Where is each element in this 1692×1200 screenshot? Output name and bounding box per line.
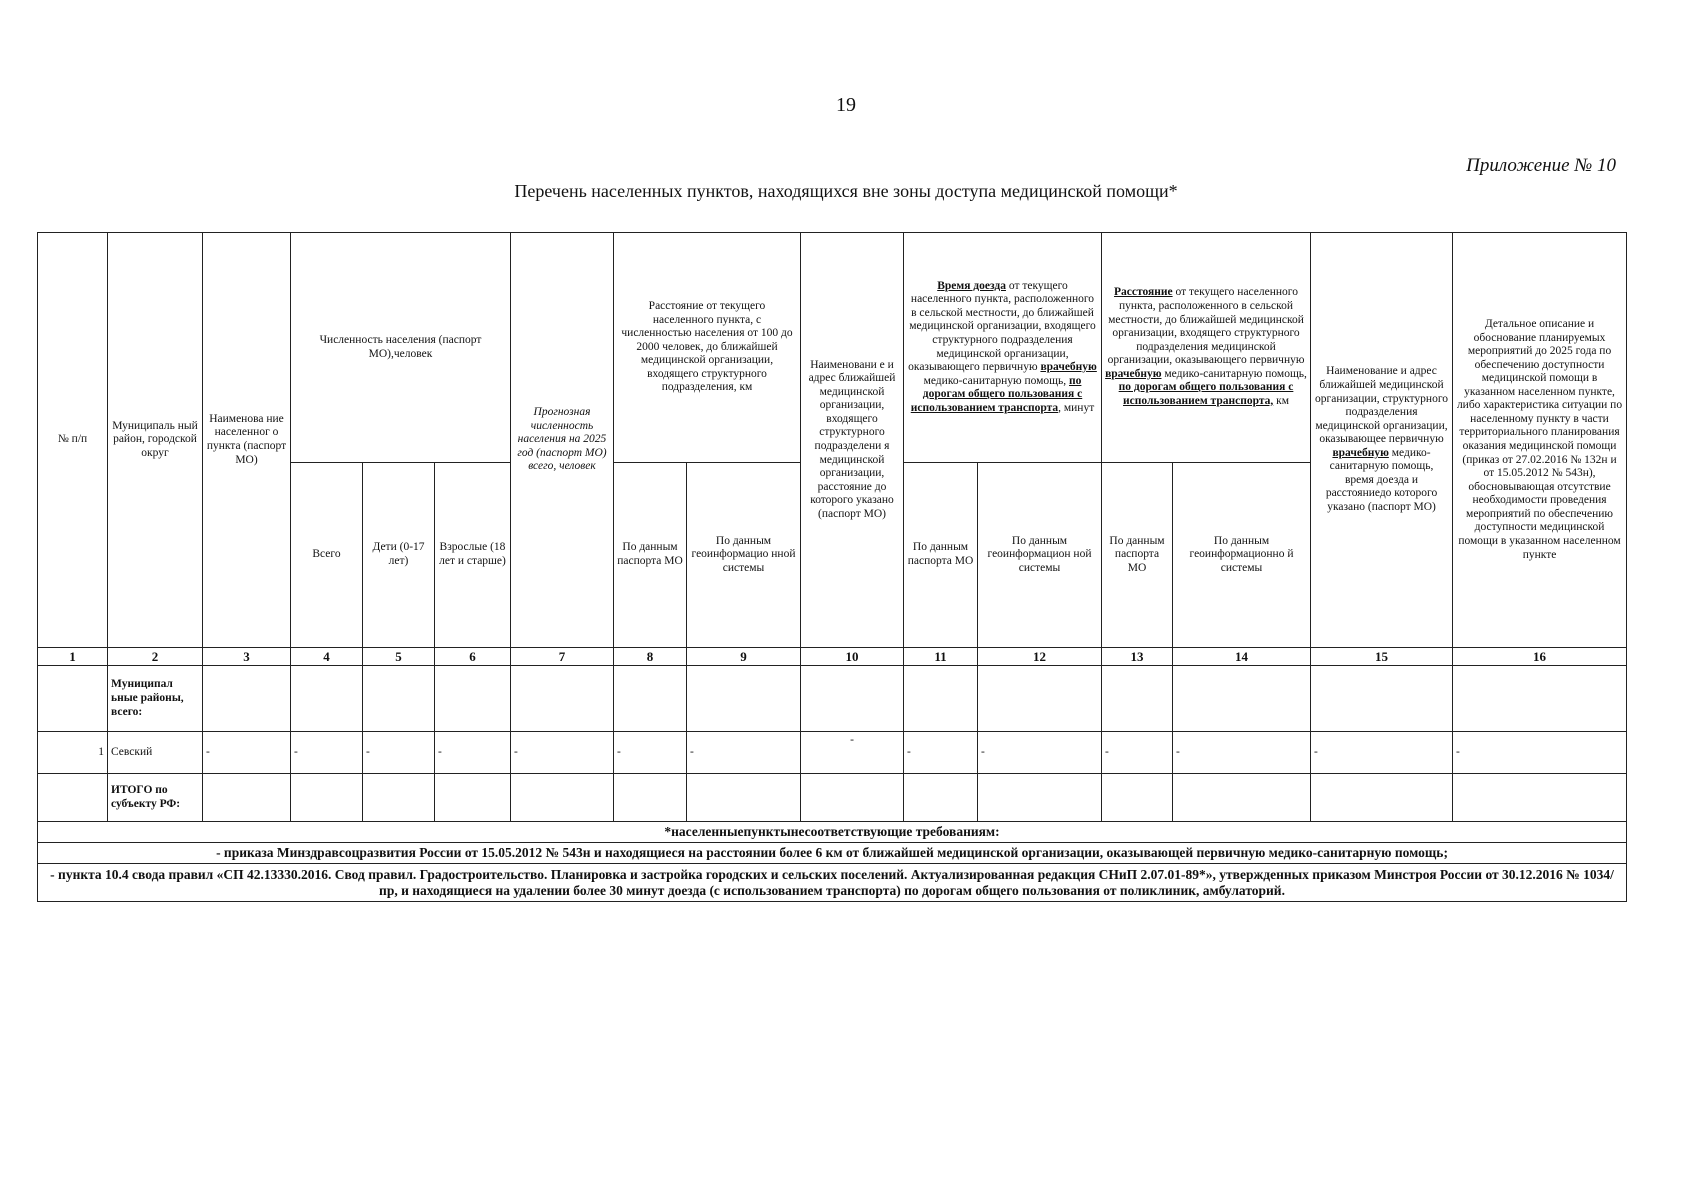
cell-value: - [363, 732, 435, 774]
column-number: 15 [1311, 648, 1453, 666]
cell-value: - [801, 732, 904, 774]
table-row [38, 666, 1627, 732]
column-number: 1 [38, 648, 108, 666]
cell-value: - [203, 732, 291, 774]
header-measures-description: Детальное описание и обоснование планируемых мероприятий до 2025 года по обеспечению доступности медицинской помощи в указанном населенном пункте, либо характеристика ситуации по населенному пункту в части территориального планирования оказания медицинской помощи (приказ от 27.02.2016 № 132н и от 15.05.2012 № 543н), обосновывающая отсутствие необходимости проведения мероприятий по обеспечению доступности медицинской помощи в указанном населенном пункте [1453, 233, 1627, 648]
footnote-title: *населенныепунктынесоответствующие требованиям: [38, 822, 1627, 843]
header-by-passport-11: По данным паспорта МО [904, 463, 978, 648]
cell-value: - [1173, 732, 1311, 774]
header-pop-children: Дети (0-17 лет) [363, 463, 435, 648]
header-pop-total: Всего [291, 463, 363, 648]
header-settlement-name: Наименова ние населенног о пункта (паспорт МО) [203, 233, 291, 648]
cell-value: - [614, 732, 687, 774]
column-number: 10 [801, 648, 904, 666]
cell-value: - [1311, 732, 1453, 774]
column-number: 8 [614, 648, 687, 666]
column-number: 13 [1102, 648, 1173, 666]
cell-value: - [291, 732, 363, 774]
header-by-gis-9: По данным геоинформацио нной системы [687, 463, 801, 648]
column-numbers-row [38, 648, 1627, 666]
table-row [38, 774, 1627, 822]
column-number: 9 [687, 648, 801, 666]
column-number: 2 [108, 648, 203, 666]
municipal-districts-label: Муниципал ьные районы, всего: [108, 666, 203, 732]
header-distance-rural: Расстояние от текущего населенного пункта, расположенного в сельской местности, до ближайшей медицинской организации, входящего структурного подразделения медицинской организации, оказывающего первичную врачебную медико-санитарную помощь, по дорогам общего пользования с использованием транспорта, км [1102, 233, 1311, 463]
header-by-gis-12: По данным геоинформацион ной системы [978, 463, 1102, 648]
appendix-label: Приложение № 10 [1466, 155, 1616, 176]
cell-value: - [435, 732, 511, 774]
column-number: 5 [363, 648, 435, 666]
header-by-passport-13: По данным паспорта МО [1102, 463, 1173, 648]
header-by-gis-14: По данным геоинформационно й системы [1173, 463, 1311, 648]
footnote-line-1: - приказа Минздравсоцразвития России от 15.05.2012 № 543н и находящиеся на расстоянии более 6 км от ближайшей медицинской организации, оказывающей первичную медико-санитарную помощь; [38, 843, 1627, 864]
cell-value: - [1453, 732, 1627, 774]
column-number: 7 [511, 648, 614, 666]
cell-value: - [1102, 732, 1173, 774]
header-nearest-org: Наименовани е и адрес ближайшей медицинской организации, входящего структурного подразделени я медицинской организации, расстояние до которого указано (паспорт МО) [801, 233, 904, 648]
header-num: № п/п [38, 233, 108, 648]
header-population: Численность населения (паспорт МО),человек [291, 233, 511, 463]
travel-time-underlined-1: Время доезда [937, 279, 1006, 292]
header-by-passport-8: По данным паспорта МО [614, 463, 687, 648]
column-number: 14 [1173, 648, 1311, 666]
district-name: Севский [108, 732, 203, 774]
column-number: 11 [904, 648, 978, 666]
page-number: 19 [836, 94, 856, 116]
table-row [38, 732, 1627, 774]
cell-value: - [687, 732, 801, 774]
cell-value: - [511, 732, 614, 774]
document-title: Перечень населенных пунктов, находящихся вне зоны доступа медицинской помощи* [514, 181, 1178, 201]
column-number: 6 [435, 648, 511, 666]
settlements-table [37, 232, 1627, 902]
header-primary-care-org: Наименование и адрес ближайшей медицинской организации, структурного подразделения медицинской организации, оказывающее первичную врачебную медико-санитарную помощь, время доезда и расстояниедо которого указано (паспорт МО) [1311, 233, 1453, 648]
header-distance-100-2000: Расстояние от текущего населенного пункта, с численностью населения от 100 до 2000 человек, до ближайшей медицинской организации, входящего структурного подразделения, км [614, 233, 801, 463]
header-travel-time: Время доезда от текущего населенного пункта, расположенного в сельской местности, до ближайшей медицинской организации, входящего структурного подразделения медицинской организации, оказывающего первичную врачебную медико-санитарную помощь, по дорогам общего пользования с использованием транспорта, минут [904, 233, 1102, 463]
row-number: 1 [38, 732, 108, 774]
column-number: 12 [978, 648, 1102, 666]
header-municipal-district: Муниципаль ный район, городской округ [108, 233, 203, 648]
header-forecast-population: Прогнозная численность населения на 2025 год (паспорт МО) всего, человек [511, 233, 614, 648]
cell-value: - [978, 732, 1102, 774]
column-number: 3 [203, 648, 291, 666]
total-label: ИТОГО по субъекту РФ: [108, 774, 203, 822]
column-number: 16 [1453, 648, 1627, 666]
header-pop-adults: Взрослые (18 лет и старше) [435, 463, 511, 648]
footnote-line-2: - пункта 10.4 свода правил «СП 42.13330.2016. Свод правил. Градостроительство. Планировка и застройка городских и сельских поселений. Актуализированная редакция СНиП 2.07.01-89*», утвержденных приказом Минстроя России от 30.12.2016 № 1034/пр, и находящиеся на удалении более 30 минут доезда (с использованием транспорта) по дорогам общего пользования от поликлиник, амбулаторий. [38, 864, 1627, 902]
cell-value: - [904, 732, 978, 774]
column-number: 4 [291, 648, 363, 666]
